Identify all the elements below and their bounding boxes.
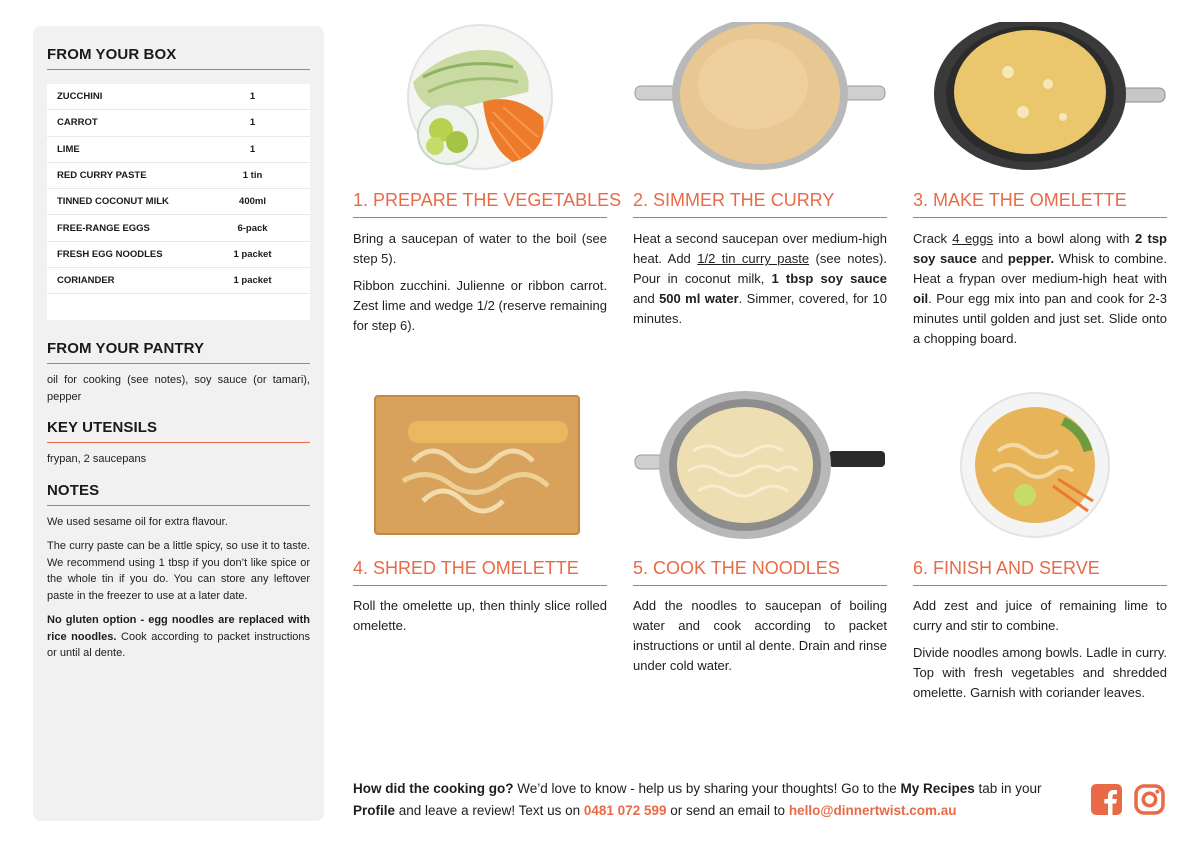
notes-paragraph [47, 612, 310, 662]
feedback-question: How did the cooking go? [353, 781, 514, 796]
ingredient-name: ZUCCHINI [57, 91, 103, 103]
step-3-text: Crack [913, 231, 953, 246]
ingredient-qty: 1 packet [233, 248, 272, 260]
ingredient-qty: 1 [249, 143, 256, 155]
curry-paste-amount: 1/2 tin curry paste [697, 251, 810, 266]
sidebar [33, 26, 324, 821]
ingredient-qty: 400ml [239, 196, 266, 208]
shredded-omelette-board-image [353, 391, 607, 541]
step-5-paragraph: Add the noodles to saucepan of boiling water and cook according to packet instructions or until al dente. Drain and rinse under cold water. [633, 598, 887, 673]
ingredient-row [47, 189, 310, 215]
step-6-title: 6. FINISH AND SERVE [913, 558, 1167, 586]
ingredient-name: LIME [57, 143, 80, 155]
step-4-paragraph: Roll the omelette up, then thinly slice rolled omelette. [353, 598, 607, 633]
instagram-icon[interactable] [1134, 784, 1165, 815]
step-1-paragraph: Bring a saucepan of water to the boil (see step 5). [353, 231, 607, 266]
oil-ingredient: oil [913, 291, 929, 306]
gluten-option-text: Cook according to packet instructions or until al dente. [47, 630, 310, 660]
step-2-title: 2. SIMMER THE CURRY [633, 190, 887, 218]
ingredient-row [47, 137, 310, 163]
ingredient-name: FREE-RANGE EGGS [57, 222, 150, 234]
ingredient-row [47, 215, 310, 241]
step-3-title: 3. MAKE THE OMELETTE [913, 190, 1167, 218]
step-6-body [913, 596, 1167, 703]
footer-text: and leave a review! Text us on [395, 803, 584, 818]
footer-text: or send an email to [666, 803, 789, 818]
my-recipes-label: My Recipes [900, 781, 975, 796]
step-2-text: Heat a second saucepan over medium-high heat. Add [633, 231, 887, 266]
ingredients-table [47, 84, 310, 320]
phone-number-link[interactable]: 0481 072 599 [583, 803, 667, 818]
ingredient-row [47, 110, 310, 136]
curry-saucepan-image [633, 22, 887, 172]
step-2-paragraph [633, 229, 887, 329]
ingredient-name: CARROT [57, 117, 98, 129]
ingredient-qty: 1 tin [242, 170, 263, 182]
vegetables-plate-image [353, 22, 607, 172]
eggs-amount: 4 eggs [952, 231, 994, 246]
step-1-paragraph: Ribbon zucchini. Julienne or ribbon carrot. Zest lime and wedge 1/2 (reserve remaining for step 6). [353, 278, 607, 333]
gluten-option-bold: No gluten option - egg noodles are replaced with rice noodles. [47, 614, 310, 643]
step-1-body [353, 229, 607, 336]
pantry-section [47, 340, 310, 405]
ingredient-qty: 1 packet [233, 275, 272, 287]
feedback-footer [353, 778, 1073, 822]
profile-label: Profile [353, 803, 396, 818]
notes-paragraph: We used sesame oil for extra flavour. [47, 515, 228, 528]
step-2-body [633, 229, 887, 329]
step-4-body [353, 596, 607, 636]
ingredient-row [47, 268, 310, 294]
notes-paragraph: The curry paste can be a little spicy, so use it to taste. We recommend using 1 tbsp if you don’t like spice or the whole tin if you do. You can store any leftover paste in the freezer to use at a later date. [47, 540, 310, 602]
utensils-section [47, 419, 310, 468]
step-6-paragraph: Add zest and juice of remaining lime to curry and stir to combine. [913, 598, 1167, 633]
soy-sauce-amount: 2 tsp soy sauce [913, 231, 1168, 266]
email-link[interactable]: hello@dinnertwist.com.au [788, 803, 957, 818]
ingredient-qty: 1 [249, 117, 256, 129]
step-5-title: 5. COOK THE NOODLES [633, 558, 887, 586]
step-3-body [913, 229, 1167, 349]
water-amount: 500 ml water [659, 291, 739, 306]
footer-text: tab in your [974, 781, 1042, 796]
step-3-text: . Pour egg mix into pan and cook for 2-3 minutes until golden and just set. Slide onto a chopping board. [913, 291, 1167, 346]
from-your-box-heading: FROM YOUR BOX [47, 46, 310, 70]
omelette-frypan-image [913, 22, 1167, 172]
facebook-icon[interactable] [1091, 784, 1122, 815]
step-5-body [633, 596, 887, 676]
pantry-text: oil for cooking (see notes), soy sauce (or tamari), pepper [47, 374, 310, 403]
noodles-saucepan-image [633, 391, 887, 541]
key-utensils-heading: KEY UTENSILS [47, 419, 310, 443]
ingredient-name: CORIANDER [57, 275, 115, 287]
footer-text: We’d love to know - help us by sharing your thoughts! Go to the [513, 781, 901, 796]
ingredient-name: RED CURRY PASTE [57, 170, 147, 182]
ingredient-row [47, 84, 310, 110]
utensils-text: frypan, 2 saucepans [47, 453, 147, 466]
finished-bowl-image [913, 391, 1167, 541]
step-3-paragraph [913, 229, 1167, 349]
step-4-title: 4. SHRED THE OMELETTE [353, 558, 607, 586]
soy-sauce-amount: 1 tbsp soy sauce [771, 271, 887, 286]
step-2-text: (see notes). Pour in coconut milk, [633, 251, 888, 286]
step-2-text: and [633, 291, 660, 306]
step-3-text: Whisk to combine. Heat a frypan over medium-high heat with [913, 251, 1168, 286]
step-3-text: and [976, 251, 1008, 266]
ingredient-qty: 6-pack [237, 222, 268, 234]
ingredient-name: TINNED COCONUT MILK [57, 196, 169, 208]
step-1-title: 1. PREPARE THE VEGETABLES [353, 190, 607, 218]
ingredient-row [47, 163, 310, 189]
notes-heading: NOTES [47, 482, 310, 506]
ingredient-row [47, 242, 310, 268]
ingredient-name: FRESH EGG NOODLES [57, 248, 163, 260]
pepper-ingredient: pepper. [1007, 251, 1055, 266]
from-your-pantry-heading: FROM YOUR PANTRY [47, 340, 310, 364]
step-6-paragraph: Divide noodles among bowls. Ladle in curry. Top with fresh vegetables and shredded omelette. Garnish with coriander leaves. [913, 645, 1167, 700]
step-3-text: into a bowl along with [993, 231, 1135, 246]
step-2-text: . Simmer, covered, for 10 minutes. [633, 291, 887, 326]
notes-section [47, 482, 310, 662]
ingredient-qty: 1 [249, 91, 256, 103]
